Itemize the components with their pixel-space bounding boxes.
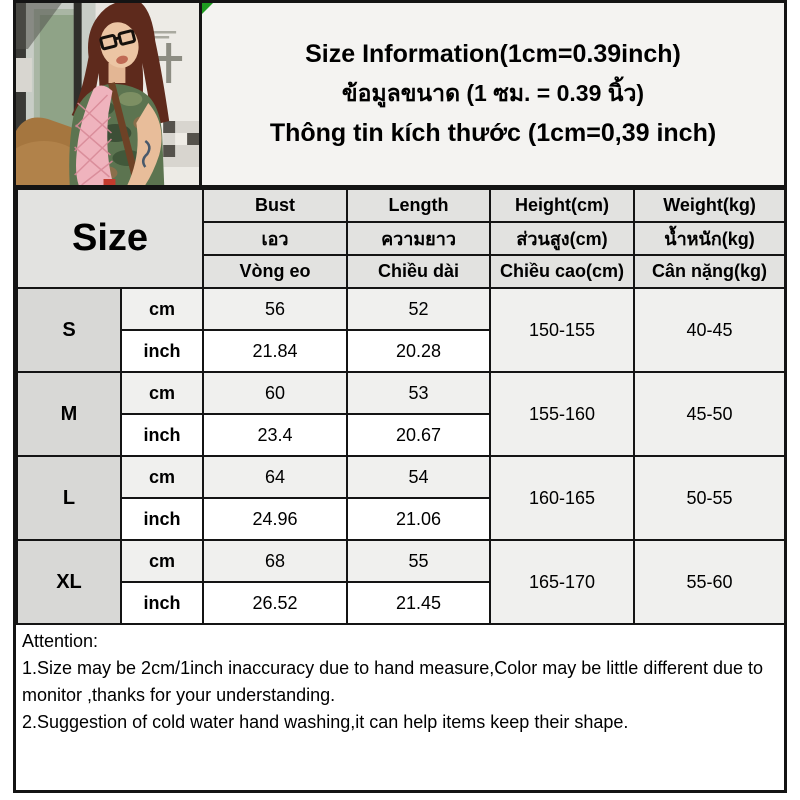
model-photo-illustration [16, 3, 199, 185]
cell-xl-length-inch: 21.45 [347, 582, 490, 624]
col-header-length-en: Length [347, 189, 490, 222]
size-header-cell: Size [17, 189, 203, 288]
cell-xl-bust-cm: 68 [203, 540, 347, 582]
col-header-bust-vi: Vòng eo [203, 255, 347, 288]
cell-l-length-cm: 54 [347, 456, 490, 498]
col-header-bust-en: Bust [203, 189, 347, 222]
title-english: Size Information(1cm=0.39inch) [305, 40, 681, 68]
cell-l-bust-inch: 24.96 [203, 498, 347, 540]
table-row-s-cm [17, 288, 785, 330]
col-header-length-vi: Chiều dài [347, 255, 490, 288]
cell-m-bust-inch: 23.4 [203, 414, 347, 456]
cell-xl-bust-inch: 26.52 [203, 582, 347, 624]
unit-cm: cm [121, 456, 203, 498]
cell-s-weight: 40-45 [634, 288, 785, 372]
title-thai: ข้อมูลขนาด (1 ซม. = 0.39 นิ้ว) [341, 80, 645, 106]
cell-m-length-cm: 53 [347, 372, 490, 414]
unit-cm: cm [121, 372, 203, 414]
table-row-xl-cm [17, 540, 785, 582]
cell-s-length-inch: 20.28 [347, 330, 490, 372]
col-header-bust-th: เอว [203, 222, 347, 255]
model-photo [16, 3, 202, 185]
cell-l-bust-cm: 64 [203, 456, 347, 498]
col-header-height-th: ส่วนสูง(cm) [490, 222, 634, 255]
cell-s-height: 150-155 [490, 288, 634, 372]
size-label-s: S [17, 288, 121, 372]
size-label-l: L [17, 456, 121, 540]
attention-heading: Attention: [22, 631, 99, 651]
col-header-length-th: ความยาว [347, 222, 490, 255]
cell-s-bust-cm: 56 [203, 288, 347, 330]
green-corner-flag-icon [202, 3, 213, 14]
cell-m-weight: 45-50 [634, 372, 785, 456]
cell-l-weight: 50-55 [634, 456, 785, 540]
size-info-title-block [202, 3, 784, 185]
col-header-weight-en: Weight(kg) [634, 189, 785, 222]
unit-inch: inch [121, 582, 203, 624]
size-label-m: M [17, 372, 121, 456]
table-row-m-cm [17, 372, 785, 414]
cell-l-height: 160-165 [490, 456, 634, 540]
cell-m-height: 155-160 [490, 372, 634, 456]
header-row-en [17, 189, 785, 222]
col-header-weight-vi: Cân nặng(kg) [634, 255, 785, 288]
top-section [16, 3, 784, 188]
size-info-sheet [13, 0, 787, 793]
col-header-height-vi: Chiều cao(cm) [490, 255, 634, 288]
size-table [16, 188, 786, 625]
title-vietnamese: Thông tin kích thước (1cm=0,39 inch) [269, 119, 717, 147]
unit-inch: inch [121, 498, 203, 540]
cell-m-length-inch: 20.67 [347, 414, 490, 456]
attention-note-1: 1.Size may be 2cm/1inch inaccuracy due to hand measure,Color may be little different due to monitor ,thanks for your understanding. [22, 658, 764, 705]
cell-l-length-inch: 21.06 [347, 498, 490, 540]
attention-note-2: 2.Suggestion of cold water hand washing,it can help items keep their shape. [22, 712, 629, 732]
cell-s-length-cm: 52 [347, 288, 490, 330]
cell-m-bust-cm: 60 [203, 372, 347, 414]
unit-inch: inch [121, 330, 203, 372]
cell-xl-length-cm: 55 [347, 540, 490, 582]
attention-section [16, 625, 784, 790]
unit-cm: cm [121, 540, 203, 582]
col-header-height-en: Height(cm) [490, 189, 634, 222]
col-header-weight-th: น้ำหนัก(kg) [634, 222, 785, 255]
unit-cm: cm [121, 288, 203, 330]
size-label-xl: XL [17, 540, 121, 624]
cell-s-bust-inch: 21.84 [203, 330, 347, 372]
cell-xl-weight: 55-60 [634, 540, 785, 624]
unit-inch: inch [121, 414, 203, 456]
cell-xl-height: 165-170 [490, 540, 634, 624]
table-row-l-cm [17, 456, 785, 498]
